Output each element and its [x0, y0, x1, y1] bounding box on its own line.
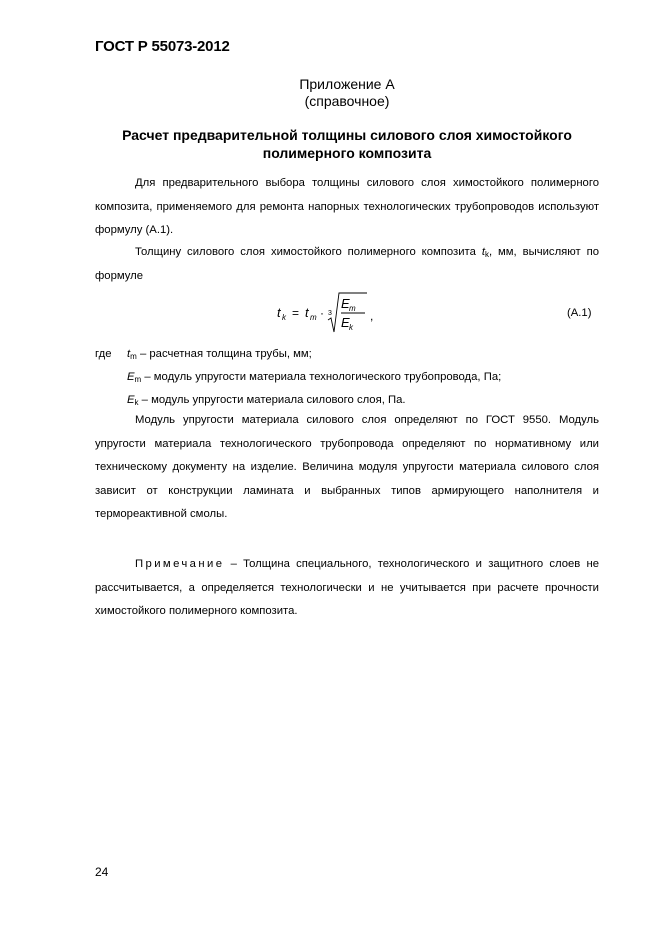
formula-num-var: E: [341, 296, 350, 311]
definitions-list: [95, 343, 599, 412]
thickness-variable: t: [481, 246, 485, 258]
definition-var: E: [127, 394, 135, 406]
paragraph-intro-text: Для предварительного выбора толщины силового слоя химостойкого полимерного композита, применяемого для ремонта напорных технологических трубопроводов используют формулу (А.1).: [95, 177, 599, 236]
standard-header: ГОСТ Р 55073-2012: [95, 38, 230, 55]
appendix-label: Приложение А: [299, 76, 395, 92]
formula-den-sub: k: [349, 323, 353, 332]
thickness-variable-sub: k: [484, 250, 489, 259]
formula-lhs-sub: k: [282, 313, 286, 322]
paragraph-thickness-after: , мм, вычисляют по формуле: [95, 246, 600, 282]
paragraph-thickness-text: [95, 241, 599, 288]
page-number: 24: [95, 865, 109, 879]
section-title-line-2: полимерного композита: [262, 145, 432, 161]
formula-a1: [275, 290, 375, 340]
definition-item: [95, 343, 599, 366]
definition-var: E: [127, 371, 135, 383]
formula-rhs-sub: m: [310, 313, 317, 322]
appendix-heading: [95, 76, 599, 110]
note-text: [95, 553, 599, 624]
formula-lhs-var: t: [277, 305, 281, 320]
definitions-where: где: [95, 348, 112, 360]
paragraph-intro: [95, 172, 599, 243]
definition-var: t: [127, 348, 131, 360]
section-title: [95, 126, 599, 162]
formula-dot: ·: [320, 306, 324, 320]
note-block: [95, 553, 599, 624]
paragraph-modulus: [95, 409, 599, 527]
definition-sub: k: [134, 398, 139, 407]
formula-number: (А.1): [567, 307, 592, 319]
note-body: – Толщина специального, технологического и защитного слоев не рассчитывается, а определяется технологически и не учитывается при расчете прочности химостойкого полимерного композита.: [95, 558, 599, 617]
formula-num-sub: m: [349, 304, 356, 313]
appendix-kind: (справочное): [304, 93, 390, 109]
paragraph-thickness: [95, 241, 599, 288]
formula-equals: =: [292, 306, 300, 320]
paragraph-modulus-text: Модуль упругости материала силового слоя определяют по ГОСТ 9550. Модуль упругости материала технологического трубопровода определяют по нормативному или техническому документу на изделие. Величина модуля упругости материала силового слоя зависит от конструкции ламината и выбранных типов армирующего наполнителя и термореактивной смолы.: [95, 414, 599, 520]
definition-sub: m: [130, 352, 137, 361]
section-title-line-1: Расчет предварительной толщины силового слоя химостойкого: [122, 127, 572, 143]
definition-text: – расчетная толщина трубы, мм;: [136, 348, 312, 360]
definition-item: [95, 366, 599, 389]
formula-comma: ,: [370, 309, 374, 323]
formula-rhs-var: t: [305, 305, 309, 320]
note-label: Примечание: [135, 558, 225, 570]
definition-text: – модуль упругости материала силового слоя, Па.: [138, 394, 406, 406]
formula-den-var: E: [341, 315, 350, 330]
definition-text: – модуль упругости материала технологического трубопровода, Па;: [141, 371, 502, 383]
paragraph-thickness-before: Толщину силового слоя химостойкого полимерного композита: [135, 246, 476, 258]
definition-sub: m: [134, 375, 142, 384]
formula-root-index: 3: [328, 310, 332, 317]
